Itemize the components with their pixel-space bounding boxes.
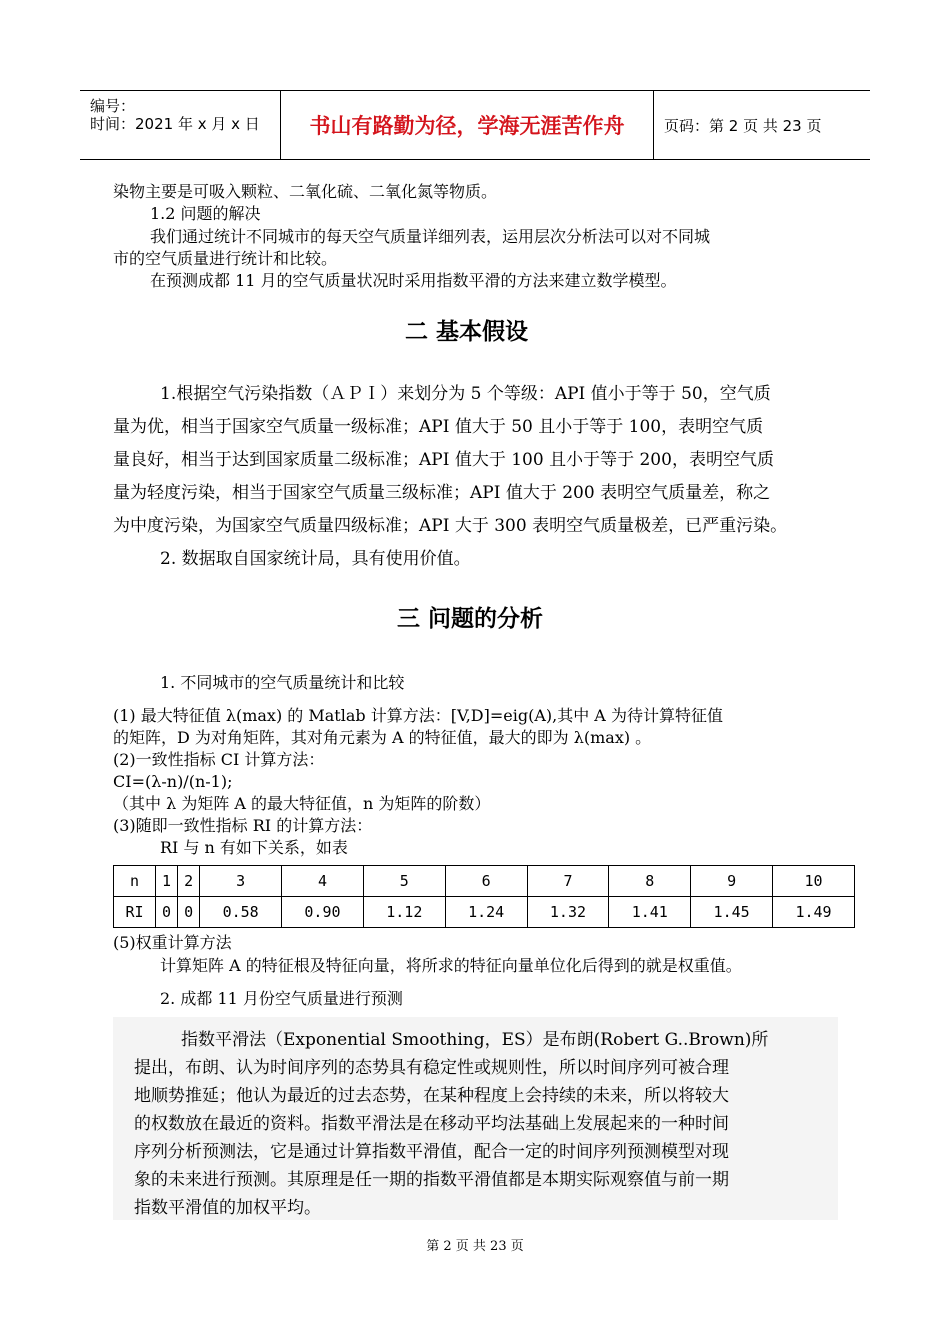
weight-heading: (5)权重计算方法 (113, 933, 232, 952)
analysis-line: RI 与 n 有如下关系，如表 (160, 838, 348, 857)
table-cell: RI (114, 897, 156, 928)
table-cell: 6 (445, 866, 527, 897)
table-cell: 7 (527, 866, 609, 897)
assumption-line: 2. 数据取自国家统计局，具有使用价值。 (160, 549, 471, 569)
header-page-cell (654, 91, 870, 159)
table-cell: 1.41 (609, 897, 691, 928)
table-cell: 2 (178, 866, 200, 897)
assumption-line: 1.根据空气污染指数（ＡＰＩ）来划分为 5 个等级：API 值小于等于 50，空气质 (160, 384, 771, 404)
assumption-line: 量为轻度污染，相当于国家空气质量三级标准；API 值大于 200 表明空气质量差，称之 (113, 483, 771, 503)
table-cell: 0 (178, 897, 200, 928)
analysis-line: 的矩阵，D 为对角矩阵，其对角元素为 A 的特征值，最大的即为 λ(max) 。 (113, 728, 652, 747)
table-cell: 1.45 (691, 897, 773, 928)
header-motto: 书山有路勤为径，学海无涯苦作舟 (309, 114, 625, 138)
table-row (114, 897, 855, 928)
es-line: 的权数放在最近的资料。指数平滑法是在移动平均法基础上发展起来的一种时间 (134, 1114, 729, 1134)
section-title-assumptions: 二 基本假设 (405, 319, 529, 345)
section-title-analysis: 三 问题的分析 (397, 606, 544, 632)
page-footer: 第 2 页 共 23 页 (426, 1239, 524, 1254)
table-cell: 0.90 (282, 897, 364, 928)
assumption-line: 量良好，相当于达到国家质量二级标准；API 值大于 100 且小于等于 200，表明空气质 (113, 450, 774, 470)
es-line: 指数平滑法（Exponential Smoothing，ES）是布朗(Robert G..Brown)所 (181, 1030, 769, 1050)
analysis-line: (1) 最大特征值 λ(max) 的 Matlab 计算方法：[V,D]=eig(A),其中 A 为待计算特征值 (113, 706, 723, 725)
header-meta (80, 91, 280, 159)
intro-paragraph-line: 我们通过统计不同城市的每天空气质量详细列表，运用层次分析法可以对不同城 (150, 227, 711, 246)
analysis-line: (2)一致性指标 CI 计算方法： (113, 750, 325, 769)
table-cell: 0 (156, 897, 178, 928)
table-cell: 5 (363, 866, 445, 897)
table-cell: 1.24 (445, 897, 527, 928)
assumption-line: 为中度污染，为国家空气质量四级标准；API 大于 300 表明空气质量极差，已严重污染。 (113, 516, 788, 536)
analysis-line: （其中 λ 为矩阵 A 的最大特征值，n 为矩阵的阶数） (113, 794, 491, 813)
table-cell: 1.49 (773, 897, 855, 928)
table-cell: 3 (200, 866, 282, 897)
section-heading-1-2: 1.2 问题的解决 (150, 204, 261, 223)
table-cell: 0.58 (200, 897, 282, 928)
intro-line: 染物主要是可吸入颗粒、二氧化硫、二氧化氮等物质。 (113, 182, 498, 201)
analysis-line: (3)随即一致性指标 RI 的计算方法： (113, 816, 373, 835)
table-cell: 8 (609, 866, 691, 897)
table-row (114, 866, 855, 897)
table-cell: 9 (691, 866, 773, 897)
header-motto-cell (280, 91, 654, 159)
table-cell: 1.12 (363, 897, 445, 928)
table-cell: 1 (156, 866, 178, 897)
table-cell: 4 (282, 866, 364, 897)
es-line: 序列分析预测法，它是通过计算指数平滑值，配合一定的时间序列预测模型对现 (134, 1142, 729, 1162)
es-line: 地顺势推延；他认为最近的过去态势，在某种程度上会持续的未来，所以将较大 (134, 1086, 729, 1106)
assumption-line: 量为优，相当于国家空气质量一级标准；API 值大于 50 且小于等于 100，表明空气质 (113, 417, 764, 437)
table-cell: 10 (773, 866, 855, 897)
ri-table (113, 865, 855, 928)
intro-paragraph-line: 市的空气质量进行统计和比较。 (113, 249, 338, 268)
table-cell: 1.32 (527, 897, 609, 928)
weight-text: 计算矩阵 A 的特征根及特征向量，将所求的特征向量单位化后得到的就是权重值。 (160, 956, 742, 975)
analysis-item-heading: 2. 成都 11 月份空气质量进行预测 (160, 989, 403, 1008)
intro-paragraph-line: 在预测成都 11 月的空气质量状况时采用指数平滑的方法来建立数学模型。 (150, 271, 677, 290)
page-header (80, 90, 870, 160)
time-label: 时间：2021 年 x 月 x 日 (90, 115, 260, 133)
analysis-item-heading: 1. 不同城市的空气质量统计和比较 (160, 673, 405, 692)
header-page-info: 页码：第 2 页 共 23 页 (664, 116, 822, 135)
analysis-formula: CI=(λ-n)/(n-1); (113, 772, 233, 791)
number-label: 编号： (90, 97, 136, 115)
es-line: 提出，布朗、认为时间序列的态势具有稳定性或规则性，所以时间序列可被合理 (134, 1058, 729, 1078)
es-line: 象的未来进行预测。其原理是任一期的指数平滑值都是本期实际观察值与前一期 (134, 1170, 729, 1190)
table-cell: n (114, 866, 156, 897)
es-line: 指数平滑值的加权平均。 (134, 1198, 321, 1218)
